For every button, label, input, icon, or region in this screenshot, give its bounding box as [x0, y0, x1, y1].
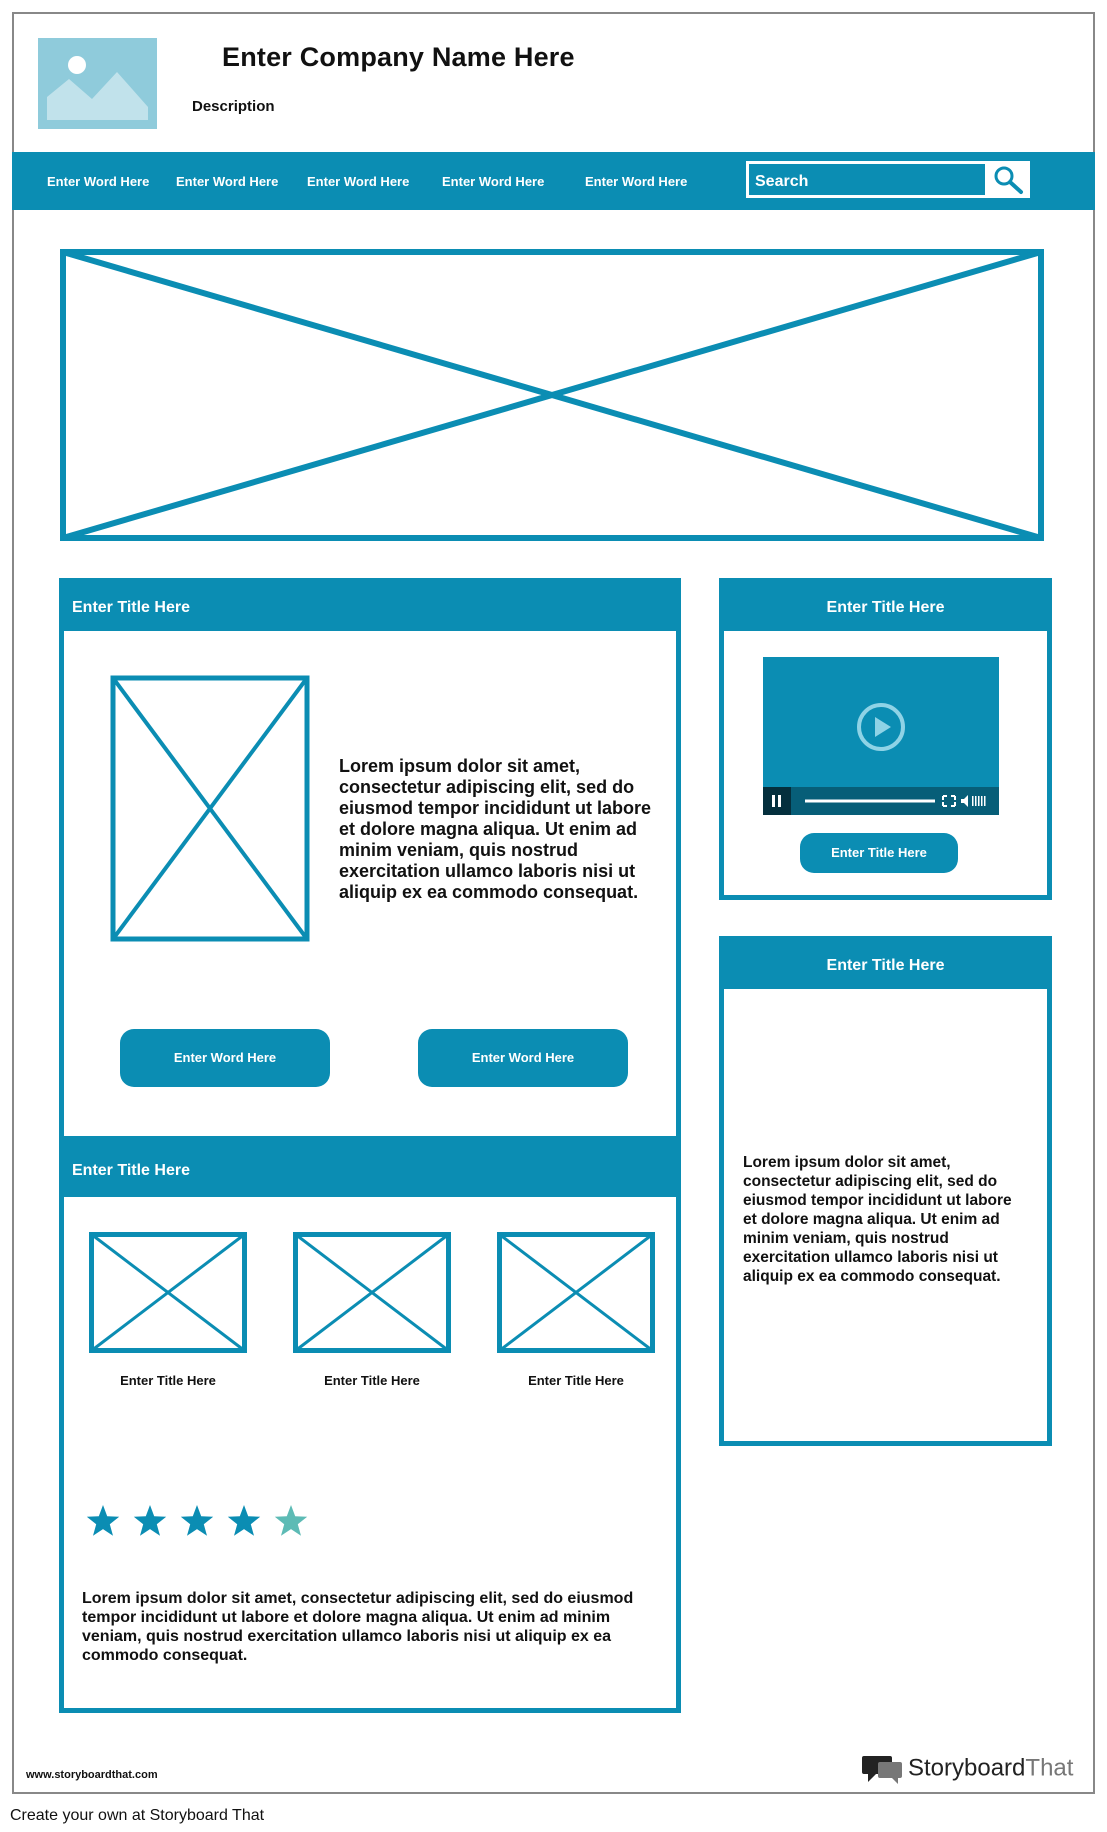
video-controls — [763, 787, 999, 815]
star-icon[interactable] — [275, 1505, 307, 1536]
image-placeholder-icon — [47, 47, 148, 120]
star-icon[interactable] — [87, 1505, 119, 1536]
search-input[interactable]: Search — [746, 161, 988, 198]
volume-icon — [961, 795, 968, 807]
gallery-panel-header — [64, 1146, 676, 1197]
star-rating[interactable] — [85, 1502, 325, 1542]
main-panel-title: Enter Title Here — [72, 599, 190, 616]
video-panel-header — [724, 583, 1047, 631]
main-panel-header — [64, 583, 676, 631]
gallery-caption-3: Enter Title Here — [528, 1373, 624, 1388]
star-icon[interactable] — [228, 1505, 260, 1536]
text-panel-body: Lorem ipsum dolor sit amet, consectetur adipiscing elit, sed do eiusmod tempor incididunt ut labore et dolore magna aliqua. Ut enim ad minim veniam, quis nostrud exercitation ullamco laboris nisi ut aliquip ex ea commodo consequat. — [743, 1154, 1012, 1285]
nav-bar — [12, 152, 1095, 210]
gallery-caption-1: Enter Title Here — [120, 1373, 216, 1388]
fullscreen-icon — [943, 796, 955, 806]
nav-item-2[interactable]: Enter Word Here — [176, 174, 279, 189]
magnifier-icon — [992, 164, 1026, 195]
storyboardthat-logo[interactable] — [862, 1752, 1073, 1786]
storyboardthat-logo-icon — [862, 1752, 904, 1786]
logo-placeholder — [38, 38, 157, 129]
main-button-1[interactable]: Enter Word Here — [120, 1029, 330, 1087]
main-image-placeholder — [110, 675, 310, 942]
nav-item-4[interactable]: Enter Word Here — [442, 174, 545, 189]
nav-item-3[interactable]: Enter Word Here — [307, 174, 410, 189]
search-button[interactable] — [988, 161, 1030, 198]
gallery-image-2 — [293, 1232, 451, 1353]
pause-icon — [772, 795, 775, 807]
footer-url[interactable]: www.storyboardthat.com — [26, 1769, 158, 1781]
video-player[interactable] — [763, 657, 999, 815]
brand-name-light: That — [1025, 1754, 1074, 1782]
credit-line[interactable]: Create your own at Storyboard That — [10, 1807, 265, 1824]
text-panel-header — [724, 941, 1047, 989]
gallery-image-3 — [497, 1232, 655, 1353]
star-icon[interactable] — [181, 1505, 213, 1536]
hero-image-placeholder — [60, 249, 1044, 541]
main-panel-text: Lorem ipsum dolor sit amet, consectetur adipiscing elit, sed do eiusmod tempor incididunt ut labore et dolore magna aliqua. Ut enim ad minim veniam, quis nostrud exercitation ullamco laboris nisi ut aliquip ex ea commodo consequat. — [339, 756, 652, 902]
main-button-2[interactable]: Enter Word Here — [418, 1029, 628, 1087]
text-panel-title: Enter Title Here — [826, 957, 945, 974]
gallery-panel-text: Lorem ipsum dolor sit amet, consectetur adipiscing elit, sed do eiusmod tempor incididunt ut labore et dolore magna aliqua. Ut enim ad minim veniam, quis nostrud exercitation ullamco laboris nisi ut aliquip ex ea commodo consequat. — [82, 1590, 634, 1664]
star-icon[interactable] — [134, 1505, 166, 1536]
company-description: Description — [192, 98, 275, 115]
nav-item-5[interactable]: Enter Word Here — [585, 174, 688, 189]
gallery-image-1 — [89, 1232, 247, 1353]
video-panel-title: Enter Title Here — [826, 599, 945, 616]
company-name: Enter Company Name Here — [222, 42, 575, 72]
brand-name-bold: Storyboard — [908, 1754, 1026, 1782]
gallery-caption-2: Enter Title Here — [324, 1373, 420, 1388]
nav-item-1[interactable]: Enter Word Here — [47, 174, 150, 189]
video-panel-button[interactable]: Enter Title Here — [800, 833, 958, 873]
gallery-panel-title: Enter Title Here — [72, 1162, 190, 1179]
